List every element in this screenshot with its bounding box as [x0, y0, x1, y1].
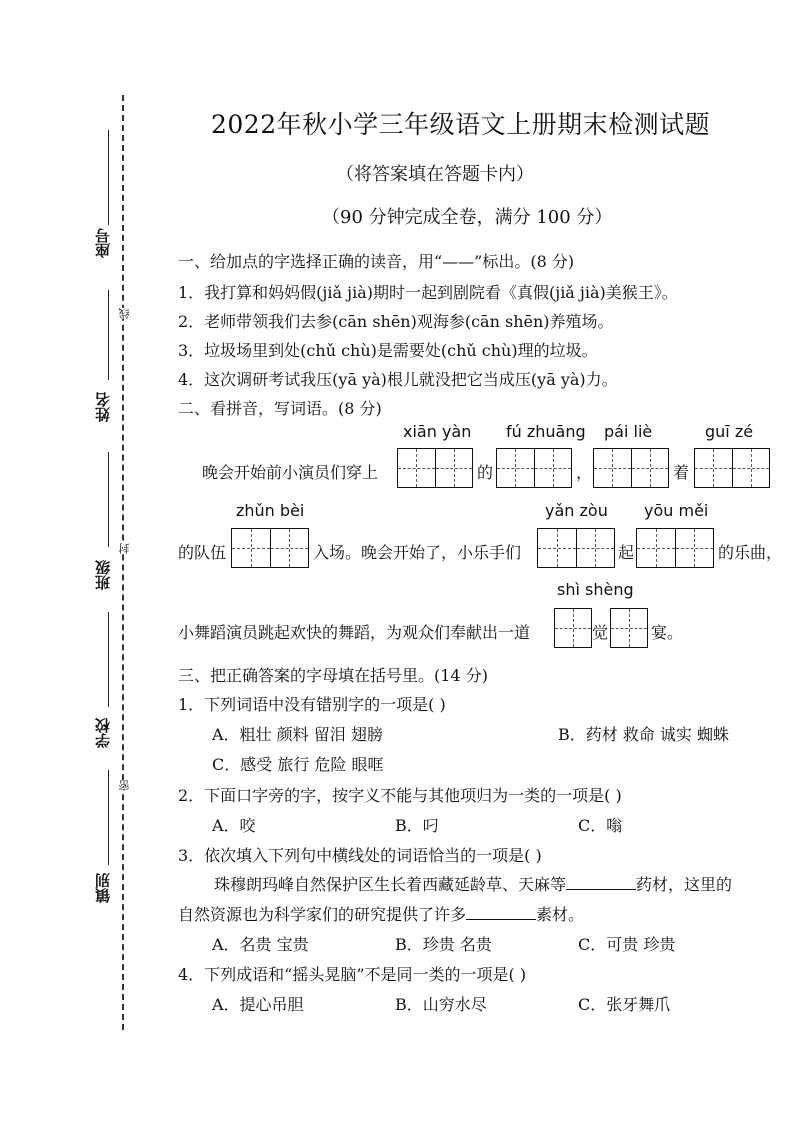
q3-option-c: C．可贵 珍贵 — [578, 935, 676, 954]
instruction-note: （将答案填在答题卡内） — [336, 164, 534, 185]
q3-passage-part-1a: 珠穆朗玛峰自然保护区生长着西藏延龄草、天麻等 — [214, 875, 567, 894]
q2-option-b: B．叼 — [395, 816, 439, 835]
answer-box-pai-lie[interactable] — [593, 448, 669, 488]
q2-option-c: C．嗡 — [578, 816, 623, 835]
answer-box-sheng[interactable] — [610, 608, 648, 648]
binding-mark-mi: 密 — [118, 780, 131, 791]
q1-option-a: A．粗壮 颜料 留泪 翅膀 — [212, 725, 383, 744]
town-label: 镇别 — [94, 873, 112, 903]
section1-item-1: 1．我打算和妈妈假(jiǎ jià)期时一起到剧院看《真假(jiǎ jià)美猴王》。 — [178, 283, 678, 302]
seat-label: 座号 — [94, 228, 112, 258]
pinyin-gui-ze: guī zé — [705, 422, 754, 441]
answer-box-zhun-bei[interactable] — [231, 528, 309, 568]
row1-text-1: 晚会开始前小演员们穿上 — [202, 463, 379, 482]
q3-passage-line-2 — [178, 902, 584, 925]
q2-stem: 2．下面口字旁的字，按字义不能与其他项归为一类的一项是( ) — [178, 786, 622, 805]
q4-option-a: A．提心吊胆 — [212, 995, 304, 1014]
q2-option-a: A．咬 — [212, 816, 256, 835]
school-blank — [108, 612, 109, 707]
q4-option-c: C．张牙舞爪 — [578, 995, 671, 1014]
row3-text-1: 小舞蹈演员跳起欢快的舞蹈，为观众们奉献出一道 — [178, 623, 531, 642]
q3-blank-2[interactable] — [466, 919, 536, 920]
school-label: 学校 — [94, 718, 112, 748]
q3-passage-part-2a: 自然资源也为科学家们的研究提供了许多 — [178, 905, 467, 924]
binding-mark-feng: 封 — [118, 543, 131, 554]
pinyin-fu-zhuang: fú zhuāng — [506, 422, 586, 441]
binding-dashed-line — [122, 95, 124, 1030]
q1-option-c: C．感受 旅行 危险 眼哐 — [212, 755, 384, 774]
row2-text-4: 的乐曲， — [718, 543, 783, 562]
answer-box-gui-ze[interactable] — [694, 448, 770, 488]
name-blank — [108, 290, 109, 380]
answer-box-xian-yan[interactable] — [397, 448, 473, 488]
seat-blank — [108, 130, 109, 225]
q3-option-b: B．珍贵 名贵 — [395, 935, 492, 954]
q4-option-b: B．山穷水尽 — [395, 995, 487, 1014]
section1-item-4: 4．这次调研考试我压(yā yà)根儿就没把它当成压(yā yà)力。 — [178, 370, 618, 389]
q4-stem: 4．下列成语和“摇头晃脑”不是同一类的一项是( ) — [178, 965, 527, 984]
class-label: 班级 — [94, 560, 112, 590]
q3-option-a: A．名贵 宝贵 — [212, 935, 309, 954]
answer-box-shi[interactable] — [554, 608, 592, 648]
q3-stem: 3．依次填入下列句中横线处的词语恰当的一项是( ) — [178, 846, 542, 865]
answer-box-fu-zhuang[interactable] — [496, 448, 572, 488]
row1-text-4: 着 — [673, 463, 690, 482]
pinyin-shi-sheng: shì shèng — [557, 580, 634, 599]
row3-text-2: 觉 — [592, 623, 609, 642]
section1-item-2: 2．老师带领我们去参(cān shēn)观海参(cān shēn)养殖场。 — [178, 312, 614, 331]
town-blank — [108, 770, 109, 865]
q1-option-b: B．药材 救命 诚实 蜘蛛 — [558, 725, 730, 744]
section2-heading: 二、看拼音，写词语。(8 分) — [178, 399, 382, 418]
exam-title: 2022年秋小学三年级语文上册期末检测试题 — [211, 110, 711, 139]
row1-text-2: 的 — [477, 463, 494, 482]
q3-blank-1[interactable] — [566, 889, 636, 890]
row2-text-1: 的队伍 — [178, 543, 227, 562]
pinyin-yan-zou: yǎn zòu — [545, 501, 608, 520]
q3-passage-part-2b: 素材。 — [536, 905, 585, 924]
binding-mark-xian: 线 — [118, 308, 131, 319]
pinyin-pai-lie: pái liè — [604, 422, 653, 441]
pinyin-zhun-bei: zhǔn bèi — [236, 501, 305, 520]
q3-passage-line-1 — [214, 872, 732, 895]
row1-text-3: ， — [576, 463, 593, 482]
section1-item-3: 3．垃圾场里到处(chǔ chù)是需要处(chǔ chù)理的垃圾。 — [178, 341, 598, 360]
answer-box-yan-zou[interactable] — [537, 528, 615, 568]
class-blank — [108, 452, 109, 547]
q1-stem: 1．下列词语中没有错别字的一项是( ) — [178, 695, 446, 714]
row2-text-2: 入场。晚会开始了，小乐手们 — [313, 543, 522, 562]
name-label: 姓名 — [94, 392, 112, 422]
q3-passage-part-1b: 药材，这里的 — [636, 875, 733, 894]
time-score-note: （90 分钟完成全卷，满分 100 分） — [322, 207, 613, 228]
section3-heading: 三、把正确答案的字母填在括号里。(14 分) — [178, 666, 488, 685]
pinyin-you-mei: yōu měi — [644, 501, 709, 520]
answer-box-you-mei[interactable] — [636, 528, 714, 568]
row3-text-3: 宴。 — [651, 623, 684, 642]
section1-heading: 一、给加点的字选择正确的读音，用“——”标出。(8 分) — [178, 252, 575, 271]
row2-text-3: 起 — [618, 543, 635, 562]
pinyin-xian-yan: xiān yàn — [403, 422, 472, 441]
